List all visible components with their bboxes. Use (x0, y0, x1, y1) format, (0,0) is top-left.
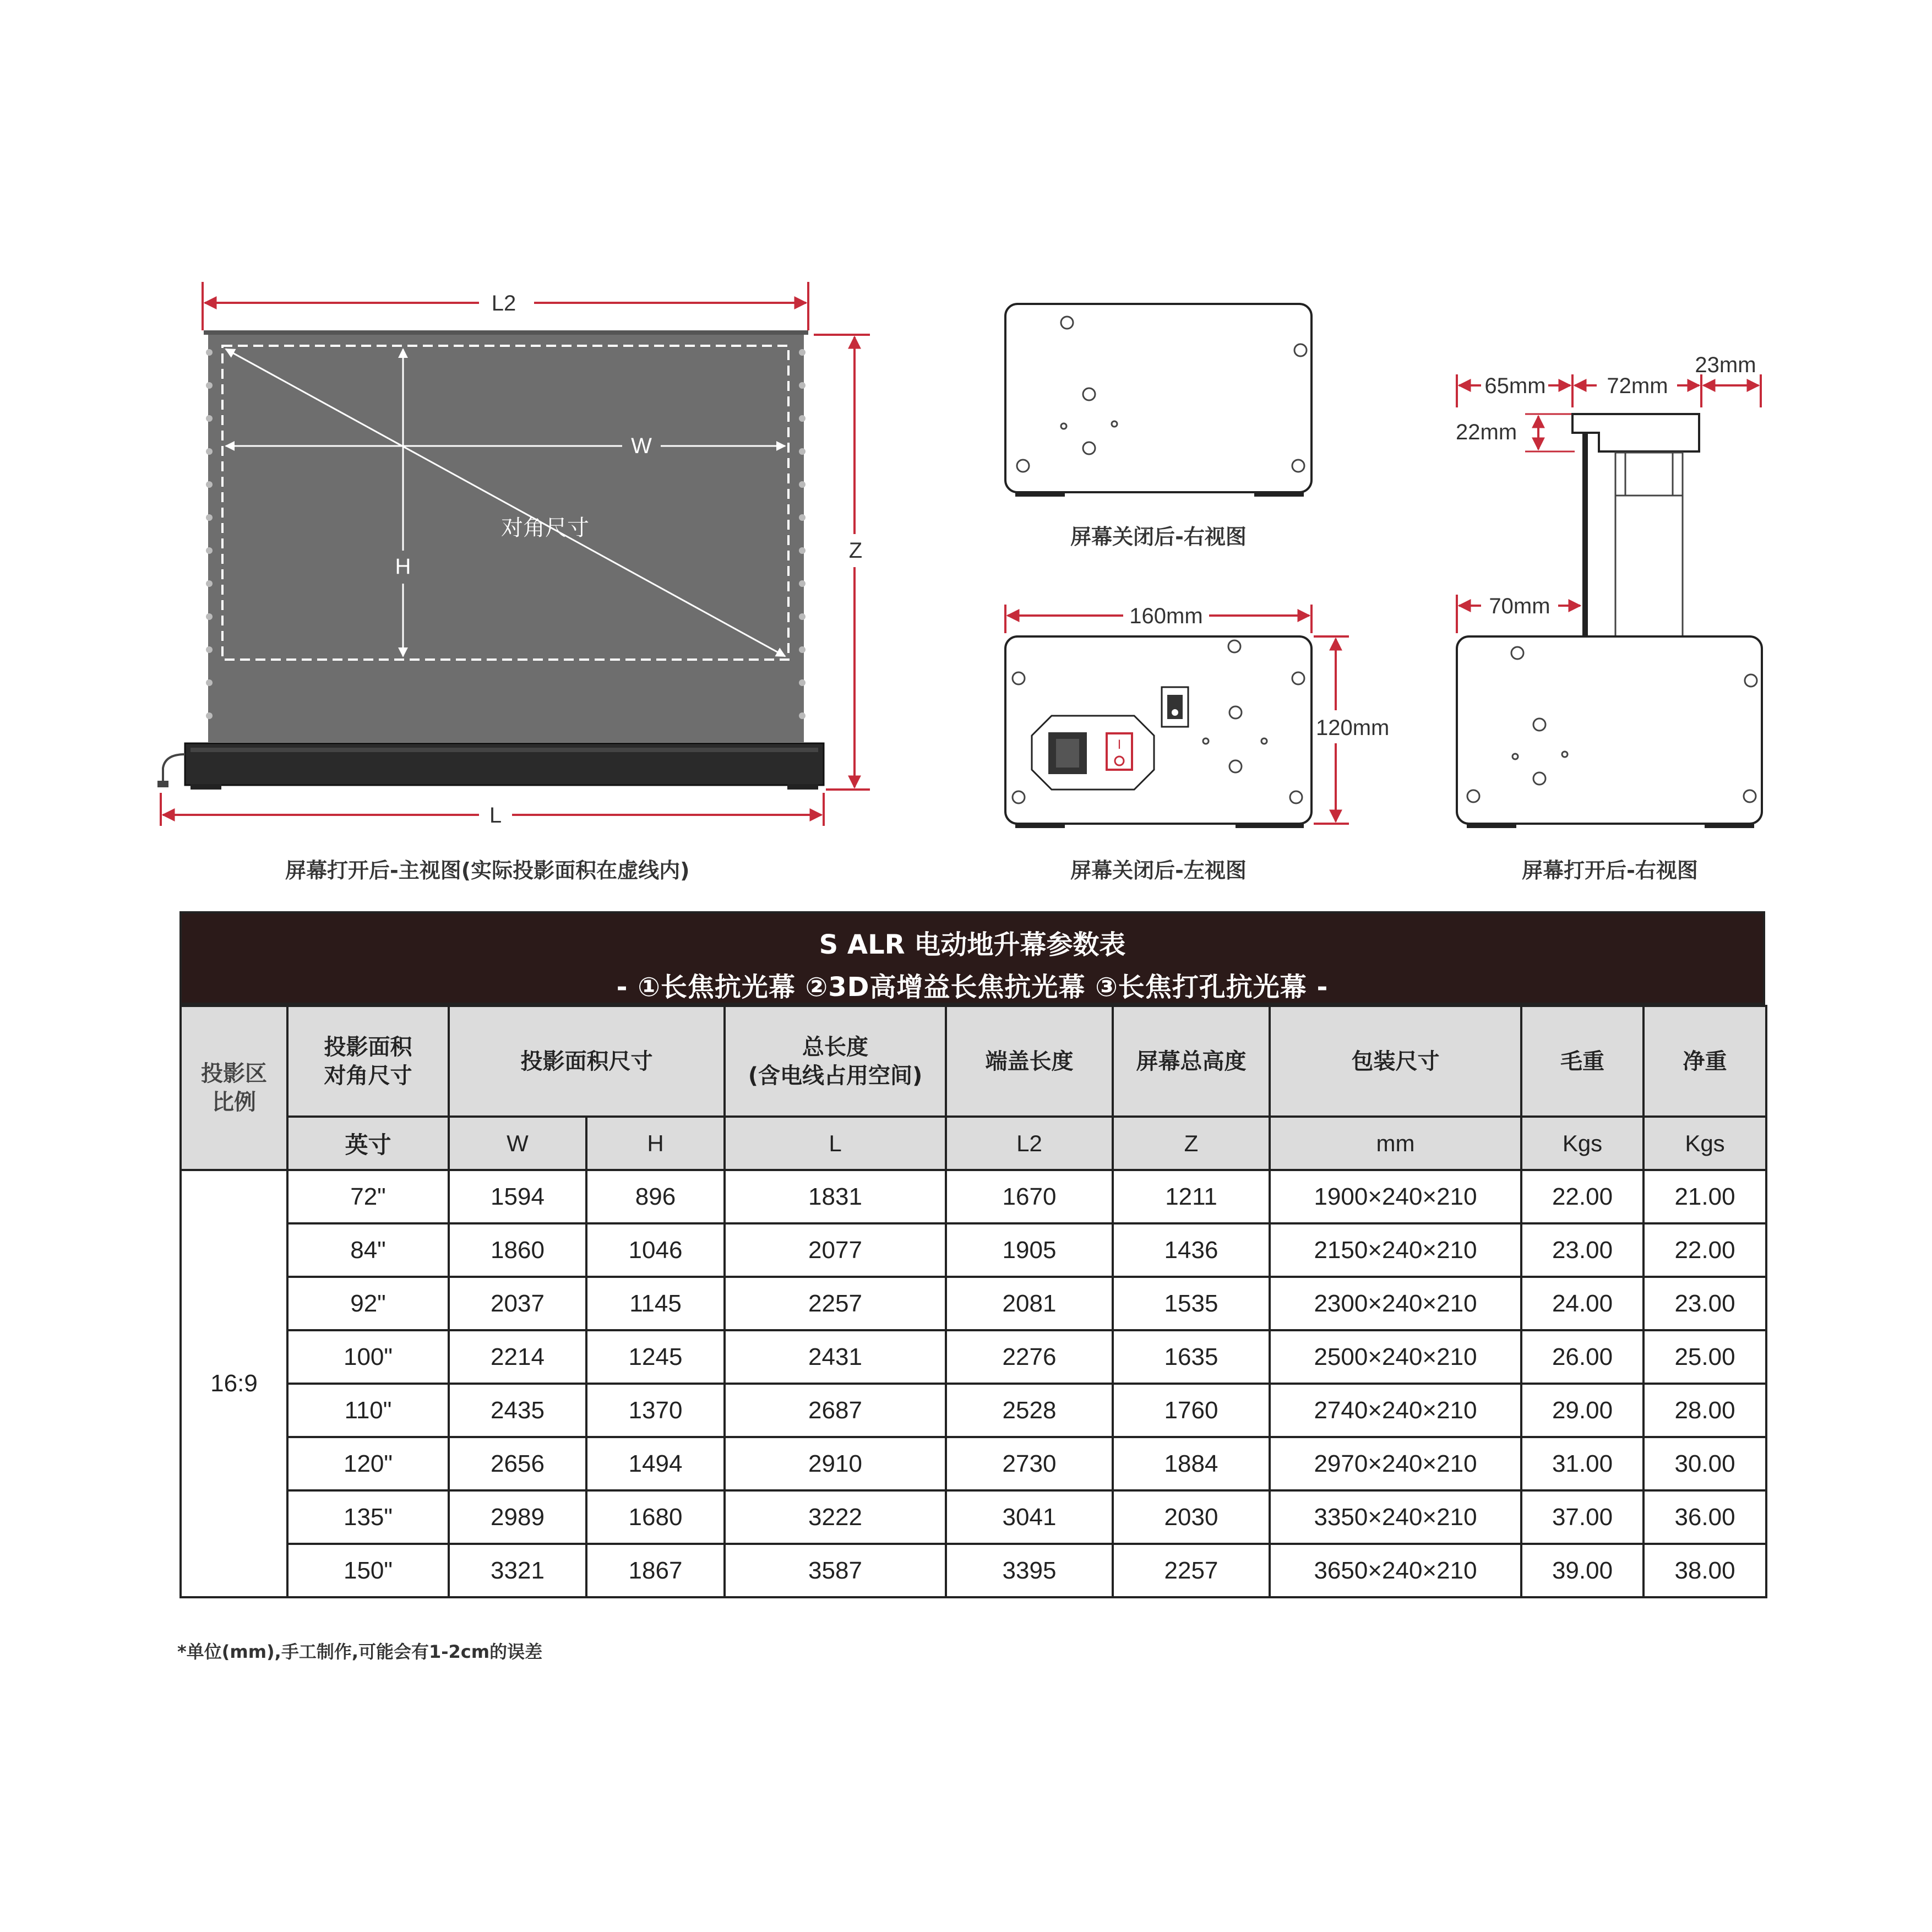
table-cell: 31.00 (1521, 1437, 1643, 1490)
dim-160-label: 160mm (1129, 604, 1203, 628)
header-cap-length: 端盖长度 (946, 1006, 1113, 1117)
caption-open-right: 屏幕打开后-右视图 (1522, 858, 1698, 883)
table-cell: 2970×240×210 (1270, 1437, 1521, 1490)
table-cell: 1245 (586, 1330, 725, 1384)
table-cell: 3650×240×210 (1270, 1544, 1521, 1597)
table-cell: 135" (287, 1490, 449, 1544)
dim-72-label: 72mm (1607, 374, 1668, 398)
label-h: H (395, 554, 411, 579)
table-cell: 2740×240×210 (1270, 1384, 1521, 1437)
header-net: 净重 (1643, 1006, 1766, 1117)
table-cell: 2687 (725, 1384, 946, 1437)
table-cell: 84" (287, 1223, 449, 1277)
table-cell: 1211 (1113, 1170, 1270, 1223)
table-cell: 2730 (946, 1437, 1113, 1490)
table-cell: 2257 (1113, 1544, 1270, 1597)
table-cell: 3395 (946, 1544, 1113, 1597)
header-gross: 毛重 (1521, 1006, 1643, 1117)
table-cell: 22.00 (1643, 1223, 1766, 1277)
table-cell: 2037 (449, 1277, 586, 1330)
table-cell: 25.00 (1643, 1330, 1766, 1384)
table-row (181, 1437, 1766, 1490)
caption-closed-right: 屏幕关闭后-右视图 (1070, 525, 1247, 549)
technical-drawings (0, 0, 1932, 908)
table-cell: 23.00 (1643, 1277, 1766, 1330)
dim-120-label: 120mm (1316, 716, 1390, 740)
ratio-cell: 16:9 (181, 1170, 287, 1597)
table-cell: 120" (287, 1437, 449, 1490)
table-cell: 3222 (725, 1490, 946, 1544)
table-cell: 29.00 (1521, 1384, 1643, 1437)
table-cell: 1900×240×210 (1270, 1170, 1521, 1223)
table-cell: 22.00 (1521, 1170, 1643, 1223)
table-cell: 2500×240×210 (1270, 1330, 1521, 1384)
table-cell: 3587 (725, 1544, 946, 1597)
spec-table (179, 911, 1765, 1584)
table-cell: 1370 (586, 1384, 725, 1437)
table-cell: 1046 (586, 1223, 725, 1277)
table-cell: 1860 (449, 1223, 586, 1277)
table-title: S ALR 电动地升幕参数表 (819, 929, 1126, 960)
table-cell: 2300×240×210 (1270, 1277, 1521, 1330)
dim-23-label: 23mm (1695, 353, 1756, 377)
table-cell: 1905 (946, 1223, 1113, 1277)
table-cell: 1494 (586, 1437, 725, 1490)
dim-z-label: Z (848, 538, 863, 563)
unit-cell: mm (1270, 1117, 1521, 1170)
table-cell: 896 (586, 1170, 725, 1223)
table-cell: 38.00 (1643, 1544, 1766, 1597)
power-cord (163, 754, 185, 782)
header-package: 包装尺寸 (1270, 1006, 1521, 1117)
table-cell: 1594 (449, 1170, 586, 1223)
table-cell: 1831 (725, 1170, 946, 1223)
table-row (181, 1277, 1766, 1330)
table-cell: 37.00 (1521, 1490, 1643, 1544)
table-row (181, 1544, 1766, 1597)
table-cell: 72" (287, 1170, 449, 1223)
table-cell: 2435 (449, 1384, 586, 1437)
table-cell: 2276 (946, 1330, 1113, 1384)
header-ratio: 投影区 比例 (181, 1006, 287, 1170)
dim-22-label: 22mm (1456, 420, 1517, 444)
table-cell: 24.00 (1521, 1277, 1643, 1330)
table-cell: 3321 (449, 1544, 586, 1597)
table-cell: 100" (287, 1330, 449, 1384)
caption-main-view: 屏幕打开后-主视图(实际投影面积在虚线内) (285, 858, 690, 883)
table-cell: 2257 (725, 1277, 946, 1330)
unit-cell: Z (1113, 1117, 1270, 1170)
table-cell: 1436 (1113, 1223, 1270, 1277)
label-diagonal: 对角尺寸 (501, 515, 589, 541)
table-cell: 39.00 (1521, 1544, 1643, 1597)
table-cell: 2910 (725, 1437, 946, 1490)
table-cell: 2431 (725, 1330, 946, 1384)
table-cell: 3350×240×210 (1270, 1490, 1521, 1544)
table-cell: 2214 (449, 1330, 586, 1384)
table-cell: 110" (287, 1384, 449, 1437)
table-cell: 1670 (946, 1170, 1113, 1223)
unit-cell: 英寸 (287, 1117, 449, 1170)
table-cell: 2989 (449, 1490, 586, 1544)
table-cell: 30.00 (1643, 1437, 1766, 1490)
table-cell: 26.00 (1521, 1330, 1643, 1384)
table-title-bar (179, 911, 1765, 1005)
table-row (181, 1170, 1766, 1223)
table-cell: 1884 (1113, 1437, 1270, 1490)
table-cell: 3041 (946, 1490, 1113, 1544)
dim-l2-label: L2 (491, 291, 516, 315)
table-row (181, 1223, 1766, 1277)
unit-cell: L (725, 1117, 946, 1170)
unit-cell: L2 (946, 1117, 1113, 1170)
unit-cell: Kgs (1643, 1117, 1766, 1170)
table-cell: 28.00 (1643, 1384, 1766, 1437)
caption-closed-left: 屏幕关闭后-左视图 (1070, 858, 1247, 883)
table-cell: 36.00 (1643, 1490, 1766, 1544)
table-subtitle: - ①长焦抗光幕 ②3D高增益长焦抗光幕 ③长焦打孔抗光幕 - (616, 972, 1329, 1003)
dim-70-label: 70mm (1489, 594, 1550, 618)
header-size: 投影面积尺寸 (449, 1006, 725, 1117)
header-total-length: 总长度 (含电线占用空间) (725, 1006, 946, 1117)
dim-65-label: 65mm (1484, 374, 1546, 398)
header-height: 屏幕总高度 (1113, 1006, 1270, 1117)
table-cell: 2030 (1113, 1490, 1270, 1544)
table-cell: 1680 (586, 1490, 725, 1544)
unit-cell: Kgs (1521, 1117, 1643, 1170)
table-cell: 21.00 (1643, 1170, 1766, 1223)
table-cell: 1535 (1113, 1277, 1270, 1330)
table-cell: 1760 (1113, 1384, 1270, 1437)
table-cell: 150" (287, 1544, 449, 1597)
table-cell: 2150×240×210 (1270, 1223, 1521, 1277)
table-cell: 2081 (946, 1277, 1113, 1330)
header-diag: 投影面积 对角尺寸 (287, 1006, 449, 1117)
table-cell: 2656 (449, 1437, 586, 1490)
open-right-view (1456, 353, 1762, 828)
table-cell: 1635 (1113, 1330, 1270, 1384)
closed-right-view (1005, 304, 1311, 497)
table-cell: 1145 (586, 1277, 725, 1330)
closed-left-view (1005, 604, 1389, 828)
main-front-view (157, 282, 870, 828)
table-cell: 2077 (725, 1223, 946, 1277)
table-row (181, 1384, 1766, 1437)
table-cell: 23.00 (1521, 1223, 1643, 1277)
dim-l-label: L (489, 803, 502, 828)
table-cell: 2528 (946, 1384, 1113, 1437)
table-row (181, 1490, 1766, 1544)
footnote: *单位(mm),手工制作,可能会有1-2cm的误差 (177, 1641, 543, 1662)
spec-grid (179, 1005, 1767, 1598)
unit-cell: H (586, 1117, 725, 1170)
svg-text:I: I (1117, 738, 1122, 752)
unit-cell: W (449, 1117, 586, 1170)
label-w: W (631, 434, 652, 458)
table-cell: 92" (287, 1277, 449, 1330)
table-cell: 1867 (586, 1544, 725, 1597)
table-row (181, 1330, 1766, 1384)
